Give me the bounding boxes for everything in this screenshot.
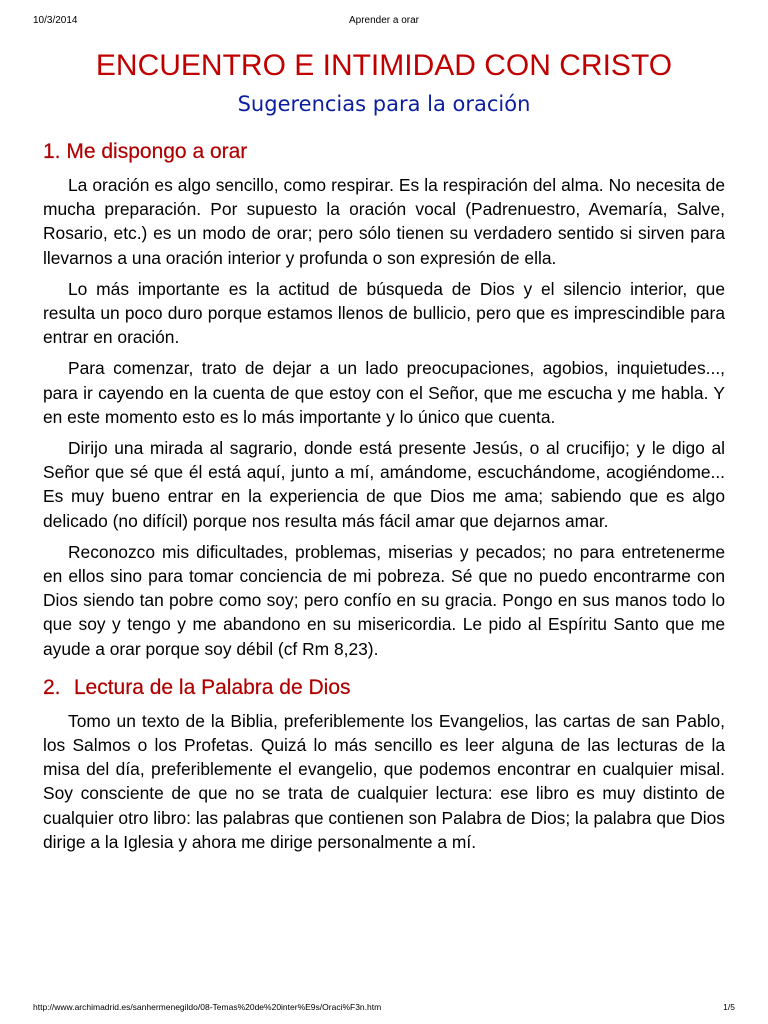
- page-number: 1/5: [723, 1002, 735, 1012]
- paragraph: Dirijo una mirada al sagrario, donde está presente Jesús, o al crucifijo; y le digo al Señor que sé que él está aquí, junto a mí, amándome, escuchándome, acogiéndome... Es muy bueno entrar en la experiencia de que Dios me ama; sabiendo que es algo delicado (no difícil) porque nos resulta más fácil amar que dejarnos amar.: [43, 438, 725, 531]
- paragraph: Para comenzar, trato de dejar a un lado preocupaciones, agobios, inquietudes..., para ir cayendo en la cuenta de que estoy con el Señor, que me escucha y me habla. Y en este momento esto es lo más importante y lo único que cuenta.: [43, 358, 725, 427]
- print-page-title: Aprender a orar: [348, 15, 420, 26]
- print-footer: [33, 1000, 735, 1014]
- section-heading: [43, 137, 725, 167]
- print-date: 10/3/2014: [33, 15, 78, 26]
- print-header: [33, 14, 735, 28]
- section-heading-text: Me dispongo a orar: [66, 140, 248, 163]
- document-title: ENCUENTRO E INTIMIDAD CON CRISTO: [95, 49, 673, 82]
- document-body: [43, 134, 725, 861]
- document-subtitle: Sugerencias para la oración: [237, 92, 531, 116]
- paragraph: Tomo un texto de la Biblia, preferiblemente los Evangelios, las cartas de san Pablo, los Salmos o los Profetas. Quizá lo más sencillo es leer alguna de las lecturas de la misa del día, preferiblemente el evangelio, que podemos encontrar en cualquier misal. Soy consciente de que no se trata de cualquier lectura: ese libro es muy distinto de cualquier otro libro: las palabras que contienen son Palabra de Dios; la palabra que Dios dirige a la Iglesia y ahora me dirige personalmente a mí.: [43, 710, 725, 852]
- section-number: 2.: [43, 675, 61, 699]
- paragraph: La oración es algo sencillo, como respirar. Es la respiración del alma. No necesita de mucha preparación. Por supuesto la oración vocal (Padrenuestro, Avemaría, Salve, Rosario, etc.) es un modo de orar; pero sólo tienen su verdadero sentido si sirven para llevarnos a una oración interior y profunda o son expresión de ella.: [43, 175, 725, 268]
- section-heading: [43, 673, 725, 703]
- section-heading-text: Lectura de la Palabra de Dios: [73, 675, 351, 699]
- source-url: http://www.archimadrid.es/sanhermenegildo/08-Temas%20de%20inter%E9s/Oraci%F3n.htm: [33, 1002, 382, 1012]
- section-number: 1.: [43, 140, 61, 163]
- paragraph: Reconozco mis dificultades, problemas, miserias y pecados; no para entretenerme en ellos sino para tomar conciencia de mi pobreza. Sé que no puedo encontrarme con Dios siendo tan pobre como soy; pero confío en su gracia. Pongo en sus manos todo lo que soy y tengo y me abandono en su misericordia. Le pido al Espíritu Santo que me ayude a orar porque soy débil (cf Rm 8,23).: [43, 541, 725, 659]
- paragraph: Lo más importante es la actitud de búsqueda de Dios y el silencio interior, que resulta un poco duro porque estamos llenos de bullicio, pero que es imprescindible para entrar en oración.: [43, 278, 725, 348]
